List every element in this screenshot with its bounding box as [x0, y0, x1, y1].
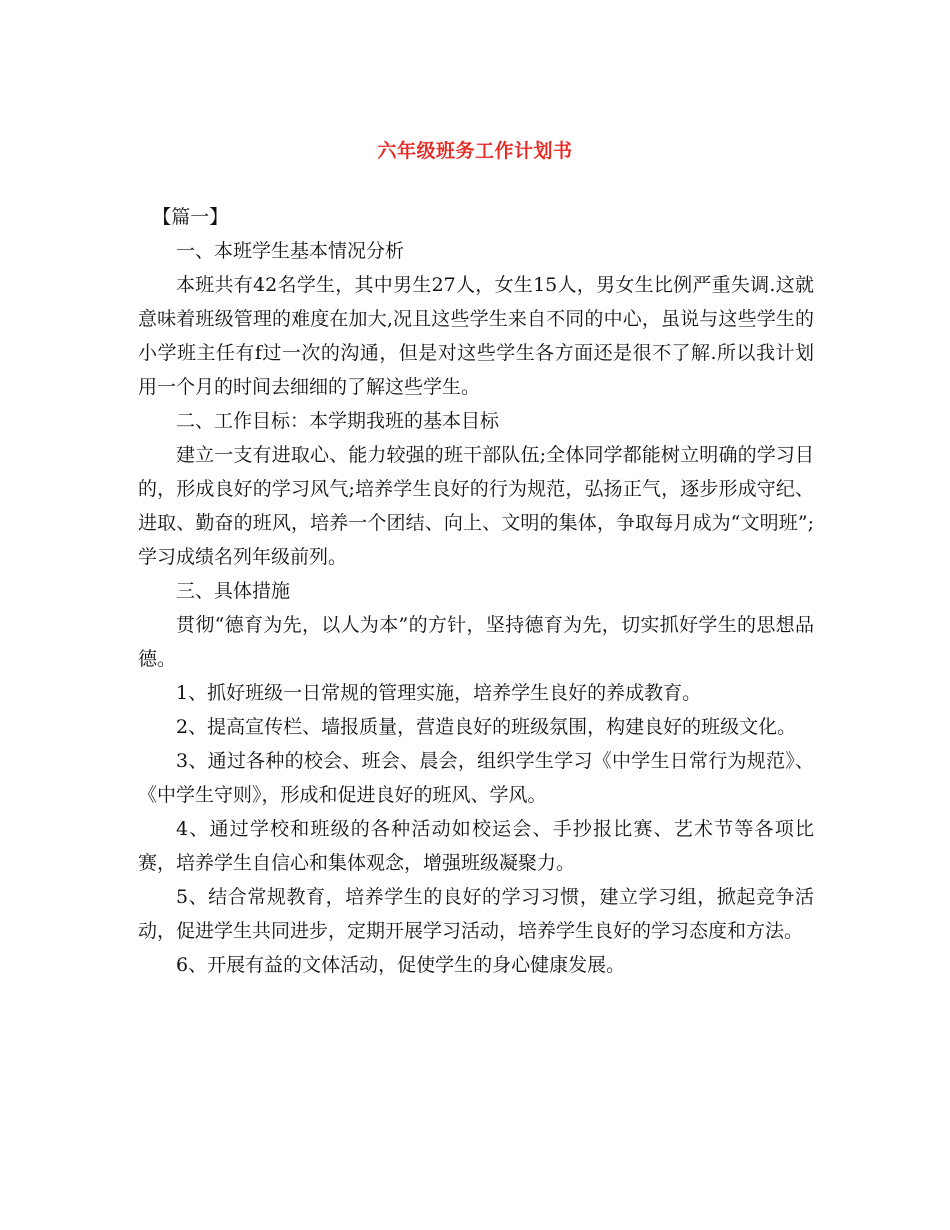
heading-student-analysis: 一、本班学生基本情况分析 [176, 240, 405, 262]
document-body [138, 200, 814, 982]
document-title: 六年级班务工作计划书 [377, 140, 573, 162]
paragraph-student-analysis: 本班共有42名学生，其中男生27人，女生15人，男女生比例严重失调.这就意味着班级管理的难度在加大,况且这些学生来自不同的中心，虽说与这些学生的小学班主任有f过一次的沟通，但是对这些学生各方面还是很不了解.所以我计划用一个月的时间去细细的了解这些学生。 [138, 274, 814, 398]
measure-item-6: 6、开展有益的文体活动，促使学生的身心健康发展。 [176, 954, 626, 976]
section-label: 【篇一】 [152, 206, 229, 228]
paragraph-measures-intro: 贯彻“德育为先，以人为本”的方针，坚持德育为先，切实抓好学生的思想品德。 [138, 614, 814, 670]
heading-work-goals: 二、工作目标：本学期我班的基本目标 [176, 410, 500, 432]
measure-item-2: 2、提高宣传栏、墙报质量，营造良好的班级氛围，构建良好的班级文化。 [176, 716, 797, 738]
measure-item-3: 3、通过各种的校会、班会、晨会，组织学生学习《中学生日常行为规范》、《中学生守则》，形成和促进良好的班风、学风。 [138, 750, 814, 806]
measure-item-4: 4、通过学校和班级的各种活动如校运会、手抄报比赛、艺术节等各项比赛，培养学生自信心和集体观念，增强班级凝聚力。 [138, 818, 814, 874]
paragraph-work-goals: 建立一支有进取心、能力较强的班干部队伍;全体同学都能树立明确的学习目的，形成良好的学习风气;培养学生良好的行为规范，弘扬正气，逐步形成守纪、进取、勤奋的班风，培养一个团结、向上、文明的集体，争取每月成为“文明班”;学习成绩名列年级前列。 [138, 444, 814, 568]
measure-item-5: 5、结合常规教育，培养学生的良好的学习习惯，建立学习组，掀起竞争活动，促进学生共同进步，定期开展学习活动，培养学生良好的学习态度和方法。 [138, 886, 814, 942]
heading-measures: 三、具体措施 [176, 580, 291, 602]
measure-item-1: 1、抓好班级一日常规的管理实施，培养学生良好的养成教育。 [176, 682, 702, 704]
